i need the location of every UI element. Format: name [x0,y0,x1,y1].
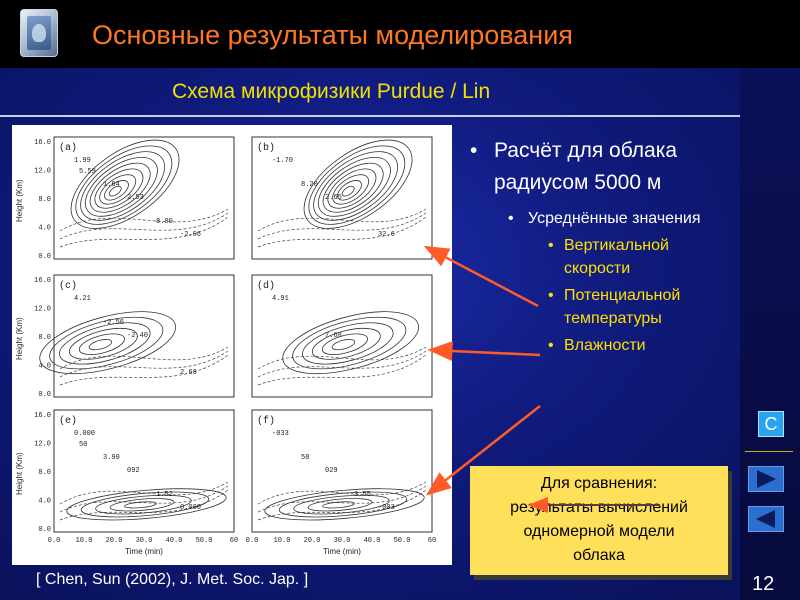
panel-frame [54,410,234,532]
bullet-dot: • [548,337,554,354]
callout-line: одномерной модели [523,523,675,540]
contour-value-label: -2.06 [180,231,202,239]
x-tick-label: 10.0 [75,537,93,545]
contour-value-label: 0.000 [180,504,202,512]
x-tick-label: 40.0 [165,537,183,545]
header-bar [0,0,800,68]
panel-label: (c) [59,281,78,292]
next-slide-icon[interactable] [748,466,784,492]
y-tick-label: 0.0 [38,253,51,261]
x-axis-label: Time (min) [125,547,163,556]
contour-value-label: 2.53 [127,194,144,202]
bullet-item-velocity [470,234,730,280]
panel-label: (b) [257,143,276,154]
y-tick-label: 0.0 [38,391,51,399]
x-tick-label: 50.0 [195,537,213,545]
c-button[interactable]: С [758,411,784,437]
contour-plot [12,125,452,565]
contour-value-label: -003 [378,504,395,512]
contour-value-label: 3.55 [354,491,371,499]
contour-value-label: 4.91 [272,295,289,303]
y-axis-label: Height (Km) [15,452,24,495]
contour-value-label: 1.52 [156,491,173,499]
contour-value-label: 5.59 [79,168,96,176]
contour-value-label: 092 [127,467,140,475]
callout-line: облака [573,547,625,564]
logo-icon [20,9,58,57]
x-tick-label: 0.0 [47,537,61,545]
bullet-sub [470,207,730,230]
contour-value-label: 4.21 [74,295,91,303]
contour-value-label: 8.00 [156,218,173,226]
y-tick-label: 16.0 [34,139,51,147]
panel-frame [252,410,432,532]
y-tick-label: 0.0 [38,526,51,534]
y-tick-label: 16.0 [34,412,51,420]
panel-frame [252,137,432,259]
contour-value-label: 2.68 [180,369,197,377]
contour-value-label: 8.20 [301,181,318,189]
divider-line [0,115,740,117]
y-tick-label: 8.0 [38,196,51,204]
contour-value-label: 50 [79,441,88,449]
x-tick-label: 60 [427,537,437,545]
panel-label: (f) [257,416,276,427]
nav-divider [745,451,793,452]
previous-slide-icon[interactable] [748,506,784,532]
y-tick-label: 12.0 [34,440,51,449]
contour-value-label: 32.6 [378,231,395,239]
bullet-item-text: Вертикальной скорости [564,237,669,277]
callout-line: результаты вычислений [510,499,688,516]
slide-subtitle: Схема микрофизики Purdue / Lin [172,80,491,103]
x-tick-label: 10.0 [273,537,291,545]
bullet-item-humidity [470,334,730,357]
y-tick-label: 4.0 [38,497,51,506]
contour-value-label: 1.99 [74,157,91,165]
bullet-item-text: Потенциальной температуры [564,287,681,327]
x-tick-label: 0.0 [245,537,259,545]
bullet-dot: • [548,287,554,304]
panel-label: (e) [59,416,78,427]
panel-label: (d) [257,281,276,292]
bullet-dot: • [470,139,478,162]
y-tick-label: 12.0 [34,305,51,314]
contour-value-label: -2.40 [127,332,149,340]
contour-value-label: -1.70 [272,157,294,165]
contour-value-label: 029 [325,467,338,475]
bullet-sub-text: Усреднённые значения [528,210,701,227]
contour-value-label: 1.64 [103,181,120,189]
contour-value-label: 3.90 [103,454,120,462]
contour-value-label: 2.65 [325,194,342,202]
y-tick-label: 12.0 [34,167,51,176]
y-tick-label: 4.0 [38,224,51,233]
y-tick-label: 16.0 [34,277,51,285]
bullet-item-temperature [470,284,730,330]
x-tick-label: 30.0 [333,537,351,545]
bullet-main [470,135,730,199]
contour-value-label: -2.56 [103,319,125,327]
callout-line: Для сравнения: [540,475,658,492]
bullet-main-text: Расчёт для облака радиусом 5000 м [494,139,678,194]
citation: [ Chen, Sun (2002), J. Met. Soc. Jap. ] [36,571,309,588]
comparison-callout [470,466,728,575]
panel-label: (a) [59,143,78,154]
y-tick-label: 8.0 [38,334,51,342]
bullet-item-text: Влажности [564,337,646,354]
x-axis-label: Time (min) [323,547,361,556]
slide-title: Основные результаты моделирования [92,20,573,50]
y-axis-label: Height (Km) [15,317,24,360]
contour-figure [12,125,452,565]
x-tick-label: 30.0 [135,537,153,545]
x-tick-label: 40.0 [363,537,381,545]
y-tick-label: 4.0 [38,362,51,371]
panel-frame [54,137,234,259]
bullet-dot: • [548,237,554,254]
page-number: 12 [752,573,775,595]
contour-value-label: 7.68 [325,332,342,340]
bullet-list [470,135,730,361]
x-tick-label: 20.0 [105,537,123,545]
bullet-dot: • [508,210,514,227]
x-tick-label: 50.0 [393,537,411,545]
y-tick-label: 8.0 [38,469,51,477]
y-axis-label: Height (Km) [15,179,24,222]
x-tick-label: 20.0 [303,537,321,545]
x-tick-label: 60 [229,537,239,545]
contour-value-label: 0.000 [74,430,96,438]
contour-value-label: -033 [272,430,289,438]
contour-value-label: 58 [301,454,310,462]
